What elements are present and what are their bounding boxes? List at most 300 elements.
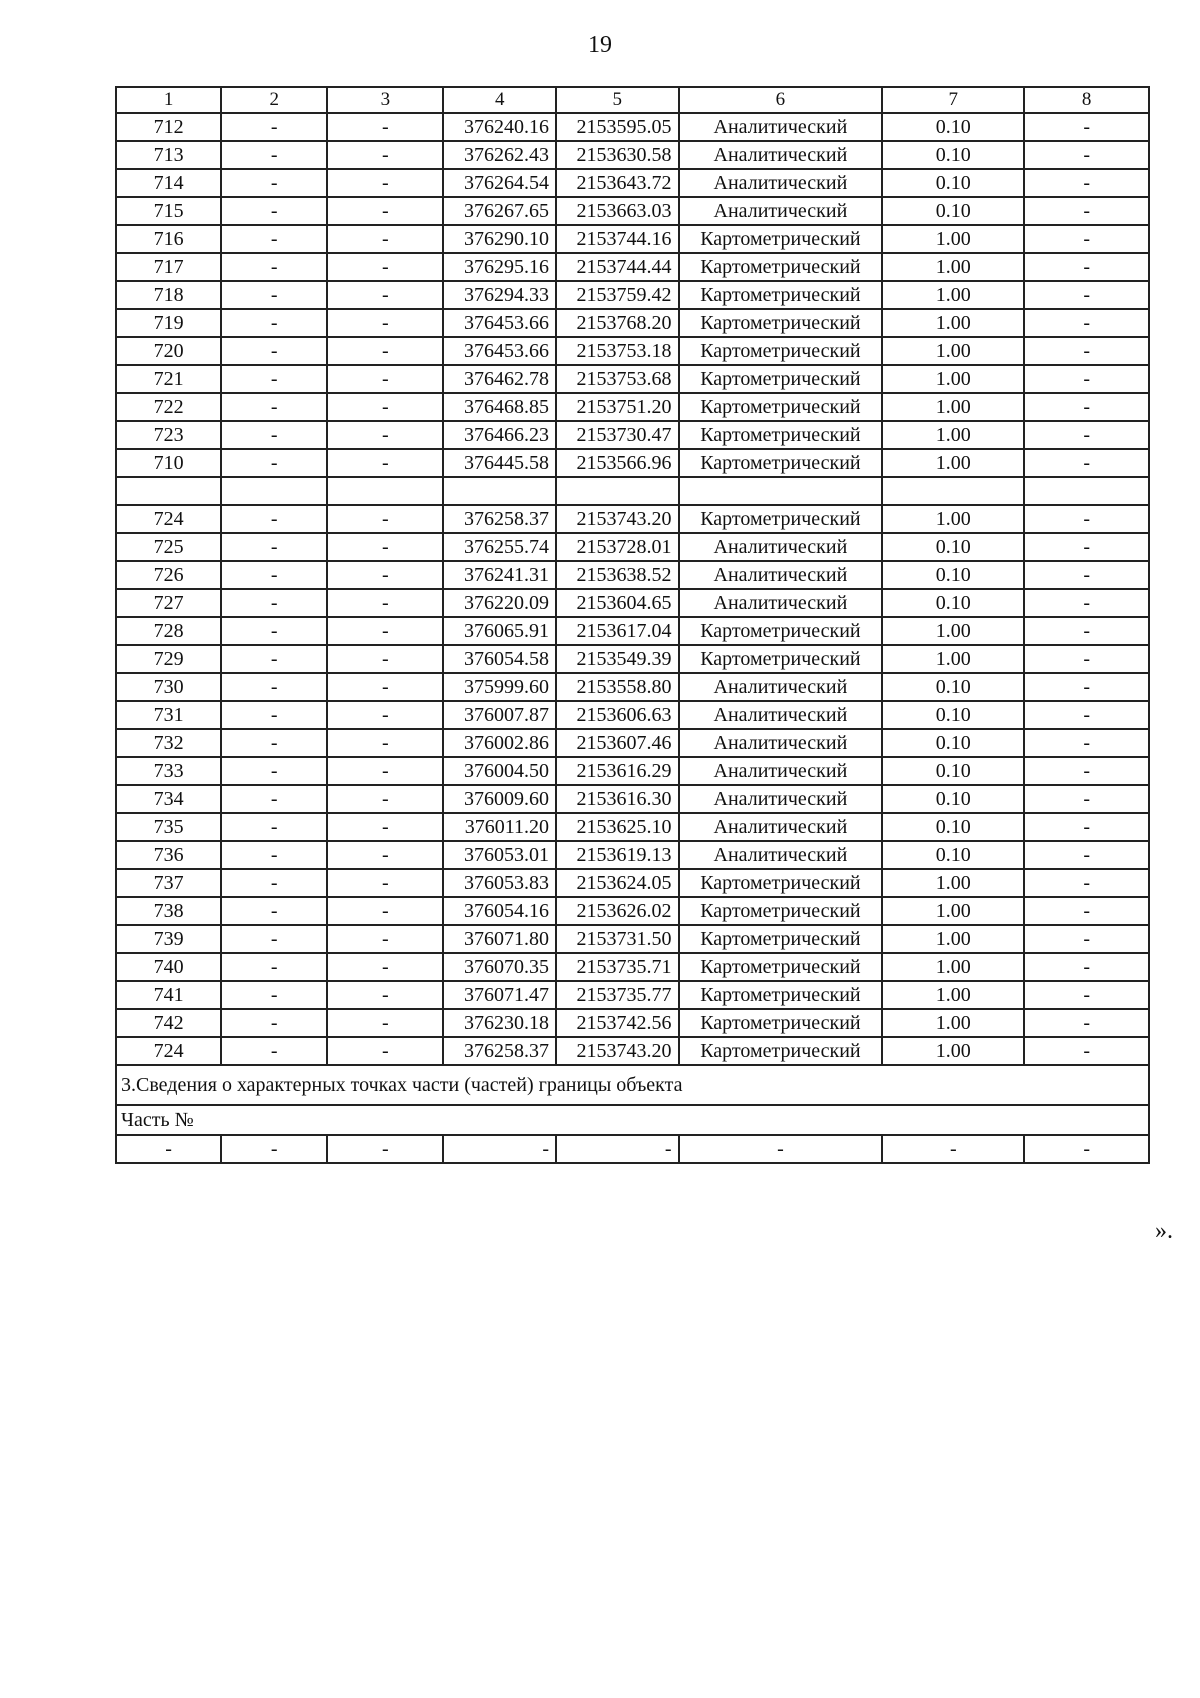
page-number: 19 [588,32,612,58]
table-cell-col-1: 715 [116,197,221,225]
table-row [116,757,1149,785]
table-cell-col-6: Картометрический [679,253,883,281]
table-cell-col-4: 376071.80 [443,925,556,953]
table-cell-col-7: 1.00 [882,225,1024,253]
table-cell-col-3: - [327,1037,443,1065]
table-cell-col-6: Картометрический [679,309,883,337]
table-cell-col-3: - [327,701,443,729]
table-cell-col-4: 376241.31 [443,561,556,589]
table-cell-col-1: 727 [116,589,221,617]
table-cell-col-4: 376240.16 [443,113,556,141]
table-cell-col-4: 376054.16 [443,897,556,925]
table-cell-col-1: 734 [116,785,221,813]
table-cell-col-1: 742 [116,1009,221,1037]
table-cell-col-3: - [327,981,443,1009]
table-cell-col-3: - [327,197,443,225]
table-cell-col-4: 376220.09 [443,589,556,617]
table-cell-col-6: Картометрический [679,393,883,421]
table-cell-col-5: 2153735.71 [556,953,678,981]
table-cell-col-1: 723 [116,421,221,449]
table-cell-col-2: - [221,785,327,813]
table-cell-col-7: 1.00 [882,393,1024,421]
table-cell-col-5: 2153742.56 [556,1009,678,1037]
table-cell-col-1: 736 [116,841,221,869]
table-cell-col-1: 724 [116,1037,221,1065]
table-cell-col-5: 2153626.02 [556,897,678,925]
table-cell-col-4: 376071.47 [443,981,556,1009]
table-cell-col-1: 731 [116,701,221,729]
table-cell-col-8: - [1024,589,1149,617]
table-cell-col-2: - [221,953,327,981]
table-cell-col-1: 720 [116,337,221,365]
table-cell-col-5: 2153619.13 [556,841,678,869]
empty-cell [221,477,327,505]
table-cell-col-1: 741 [116,981,221,1009]
table-cell-col-5: 2153625.10 [556,813,678,841]
table-row [116,561,1149,589]
table-cell-col-8: - [1024,141,1149,169]
table-cell-col-2: - [221,757,327,785]
table-cell-col-1: 728 [116,617,221,645]
table-cell-col-2: - [221,449,327,477]
table-cell-col-3: - [327,337,443,365]
table-cell-col-5: 2153753.68 [556,365,678,393]
table-cell-col-2: - [221,309,327,337]
table-cell-col-3: - [327,533,443,561]
table-cell-col-2: - [221,617,327,645]
table-cell-col-8: - [1024,729,1149,757]
section-title-row [116,1065,1149,1105]
table-cell-col-6: Картометрический [679,953,883,981]
table-cell-col-8: - [1024,981,1149,1009]
table-row [116,785,1149,813]
table-cell-col-1: 714 [116,169,221,197]
table-cell-col-1: 722 [116,393,221,421]
table-cell-col-1: 721 [116,365,221,393]
table-cell-col-3: - [327,757,443,785]
table-cell-col-5: 2153606.63 [556,701,678,729]
table-cell-col-5: 2153566.96 [556,449,678,477]
table-cell-col-5: 2153549.39 [556,645,678,673]
table-cell-col-5: 2153663.03 [556,197,678,225]
table-cell-col-3: - [327,253,443,281]
table-cell-col-5: 2153617.04 [556,617,678,645]
table-cell-col-5: 2153743.20 [556,1037,678,1065]
table-cell-col-6: Аналитический [679,533,883,561]
table-cell-col-6: Картометрический [679,925,883,953]
table-cell-col-7: 0.10 [882,197,1024,225]
table-cell-col-2: - [221,281,327,309]
table-row [116,141,1149,169]
table-cell-col-1: 733 [116,757,221,785]
table-cell-col-3: - [327,421,443,449]
table-cell-col-3: - [327,281,443,309]
table-cell-col-4: 376258.37 [443,505,556,533]
table-cell-col-4: 376290.10 [443,225,556,253]
table-cell-col-6: Картометрический [679,505,883,533]
table-row [116,617,1149,645]
table-cell-col-2: - [221,589,327,617]
table-row [116,337,1149,365]
table-row [116,953,1149,981]
table-cell-col-3: - [327,673,443,701]
table-cell-col-7: 1.00 [882,925,1024,953]
empty-cell [556,477,678,505]
table-cell-col-7: 1.00 [882,365,1024,393]
table-row [116,701,1149,729]
part-label: Часть № [116,1105,1149,1135]
table-cell-col-7: 0.10 [882,589,1024,617]
table-cell-col-3: - [327,309,443,337]
table-cell-col-8: - [1024,897,1149,925]
table-cell-col-1: 713 [116,141,221,169]
table-row [116,645,1149,673]
empty-cell [443,477,556,505]
column-number: 6 [679,87,883,113]
table-cell-col-4: 376462.78 [443,365,556,393]
table-row [116,981,1149,1009]
table-cell-col-3: - [327,113,443,141]
table-cell-col-2: - [221,729,327,757]
table-cell-col-2: - [221,925,327,953]
table-cell-col-2: - [221,197,327,225]
table-row [116,449,1149,477]
empty-cell [1024,477,1149,505]
table-cell-col-4: 376267.65 [443,197,556,225]
table-row [116,421,1149,449]
table-cell-col-7: 1.00 [882,617,1024,645]
table-cell-col-7: 1.00 [882,869,1024,897]
table-cell-col-8: - [1024,1009,1149,1037]
table-cell-col-6: Картометрический [679,337,883,365]
table-cell-col-5: 2153743.20 [556,505,678,533]
table-cell-col-4: - [443,1135,556,1163]
table-cell-col-7: 0.10 [882,169,1024,197]
table-cell-col-8: - [1024,225,1149,253]
table-cell-col-4: 375999.60 [443,673,556,701]
table-cell-col-6: Аналитический [679,673,883,701]
table-cell-col-6: Картометрический [679,645,883,673]
table-cell-col-1: 710 [116,449,221,477]
table-cell-col-5: 2153643.72 [556,169,678,197]
table-cell-col-4: 376004.50 [443,757,556,785]
table-cell-col-2: - [221,869,327,897]
table-row [116,1037,1149,1065]
table-cell-col-8: - [1024,617,1149,645]
table-cell-col-6: Картометрический [679,421,883,449]
table-cell-col-7: 1.00 [882,253,1024,281]
table-cell-col-2: - [221,141,327,169]
table-cell-col-1: 738 [116,897,221,925]
table-cell-col-7: 1.00 [882,1037,1024,1065]
table-cell-col-8: - [1024,561,1149,589]
table-cell-col-8: - [1024,449,1149,477]
table-cell-col-5: 2153604.65 [556,589,678,617]
table-cell-col-4: 376007.87 [443,701,556,729]
table-cell-col-7: 0.10 [882,113,1024,141]
table-cell-col-6: Аналитический [679,113,883,141]
table-cell-col-2: - [221,1135,327,1163]
table-cell-col-6: - [679,1135,883,1163]
table-row [116,925,1149,953]
empty-cell [116,477,221,505]
table-cell-col-3: - [327,1135,443,1163]
column-number: 5 [556,87,678,113]
table-cell-col-1: 737 [116,869,221,897]
table-cell-col-2: - [221,421,327,449]
part-label-row [116,1105,1149,1135]
table-cell-col-8: - [1024,673,1149,701]
table-cell-col-7: 1.00 [882,449,1024,477]
table-cell-col-5: 2153728.01 [556,533,678,561]
table-cell-col-1: 724 [116,505,221,533]
table-cell-col-8: - [1024,701,1149,729]
table-cell-col-8: - [1024,1037,1149,1065]
table-cell-col-4: 376070.35 [443,953,556,981]
table-row [116,533,1149,561]
table-cell-col-3: - [327,869,443,897]
table-cell-col-4: 376065.91 [443,617,556,645]
table-cell-col-7: 0.10 [882,561,1024,589]
table-cell-col-2: - [221,253,327,281]
table-cell-col-5: 2153638.52 [556,561,678,589]
table-cell-col-8: - [1024,309,1149,337]
table-cell-col-5: 2153735.77 [556,981,678,1009]
table-cell-col-1: 735 [116,813,221,841]
table-cell-col-1: 729 [116,645,221,673]
table-cell-col-7: 0.10 [882,841,1024,869]
table-cell-col-8: - [1024,113,1149,141]
final-dash-row [116,1135,1149,1163]
table-cell-col-7: 0.10 [882,533,1024,561]
table-cell-col-3: - [327,169,443,197]
table-cell-col-8: - [1024,365,1149,393]
table-cell-col-1: 740 [116,953,221,981]
table-cell-col-5: 2153630.58 [556,141,678,169]
table-cell-col-1: 726 [116,561,221,589]
coordinates-table [115,86,1150,1164]
table-row [116,365,1149,393]
table-cell-col-8: - [1024,813,1149,841]
table-cell-col-5: 2153744.44 [556,253,678,281]
table-cell-col-3: - [327,729,443,757]
table-cell-col-6: Картометрический [679,897,883,925]
table-cell-col-3: - [327,365,443,393]
table-cell-col-7: 1.00 [882,421,1024,449]
table-body [116,87,1149,1163]
empty-cell [679,477,883,505]
table-cell-col-2: - [221,337,327,365]
table-cell-col-3: - [327,925,443,953]
table-cell-col-3: - [327,617,443,645]
empty-cell [327,477,443,505]
table-cell-col-3: - [327,505,443,533]
table-cell-col-8: - [1024,925,1149,953]
table-cell-col-7: 0.10 [882,141,1024,169]
table-cell-col-2: - [221,981,327,1009]
table-cell-col-6: Картометрический [679,869,883,897]
table-cell-col-6: Аналитический [679,841,883,869]
table-cell-col-4: 376453.66 [443,309,556,337]
table-cell-col-8: - [1024,421,1149,449]
table-row [116,169,1149,197]
table-cell-col-4: 376011.20 [443,813,556,841]
table-cell-col-6: Аналитический [679,757,883,785]
table-cell-col-2: - [221,505,327,533]
table-row [116,505,1149,533]
table-cell-col-7: 0.10 [882,729,1024,757]
table-row [116,113,1149,141]
table-cell-col-2: - [221,673,327,701]
table-cell-col-8: - [1024,533,1149,561]
table-cell-col-3: - [327,813,443,841]
table-cell-col-1: 717 [116,253,221,281]
table-cell-col-8: - [1024,757,1149,785]
table-cell-col-7: 1.00 [882,281,1024,309]
table-cell-col-3: - [327,393,443,421]
table-cell-col-1: 725 [116,533,221,561]
table-cell-col-8: - [1024,645,1149,673]
table-cell-col-3: - [327,449,443,477]
table-cell-col-3: - [327,841,443,869]
table-row [116,729,1149,757]
table-cell-col-4: 376255.74 [443,533,556,561]
table-cell-col-7: 1.00 [882,337,1024,365]
table-cell-col-2: - [221,365,327,393]
table-cell-col-6: Аналитический [679,785,883,813]
table-cell-col-5: 2153595.05 [556,113,678,141]
table-cell-col-6: Аналитический [679,141,883,169]
table-cell-col-1: 719 [116,309,221,337]
table-cell-col-5: 2153759.42 [556,281,678,309]
table-cell-col-5: 2153730.47 [556,421,678,449]
table-cell-col-2: - [221,841,327,869]
table-cell-col-7: 1.00 [882,645,1024,673]
table-cell-col-5: 2153753.18 [556,337,678,365]
table-cell-col-5: 2153607.46 [556,729,678,757]
table-cell-col-8: - [1024,337,1149,365]
empty-cell [882,477,1024,505]
table-cell-col-2: - [221,113,327,141]
table-cell-col-1: 730 [116,673,221,701]
table-cell-col-5: 2153624.05 [556,869,678,897]
table-cell-col-5: 2153616.29 [556,757,678,785]
table-cell-col-2: - [221,1037,327,1065]
table-cell-col-2: - [221,897,327,925]
table-cell-col-4: 376468.85 [443,393,556,421]
table-cell-col-3: - [327,1009,443,1037]
table-cell-col-8: - [1024,253,1149,281]
table-cell-col-3: - [327,225,443,253]
table-row [116,673,1149,701]
column-number: 7 [882,87,1024,113]
table-row [116,589,1149,617]
column-number: 2 [221,87,327,113]
table-cell-col-2: - [221,169,327,197]
table-cell-col-6: Картометрический [679,617,883,645]
table-cell-col-6: Картометрический [679,1009,883,1037]
table-cell-col-8: - [1024,197,1149,225]
column-number: 3 [327,87,443,113]
table-cell-col-2: - [221,1009,327,1037]
table-cell-col-5: 2153744.16 [556,225,678,253]
table-cell-col-2: - [221,645,327,673]
table-cell-col-6: Картометрический [679,225,883,253]
table-cell-col-6: Аналитический [679,169,883,197]
table-row [116,813,1149,841]
table-row [116,869,1149,897]
table-cell-col-5: 2153558.80 [556,673,678,701]
table-cell-col-3: - [327,589,443,617]
table-cell-col-7: 0.10 [882,701,1024,729]
table-cell-col-7: 0.10 [882,673,1024,701]
table-cell-col-2: - [221,225,327,253]
table-cell-col-7: 0.10 [882,813,1024,841]
table-cell-col-6: Аналитический [679,589,883,617]
table-cell-col-5: 2153616.30 [556,785,678,813]
table-cell-col-6: Картометрический [679,1037,883,1065]
table-cell-col-3: - [327,785,443,813]
table-cell-col-4: 376294.33 [443,281,556,309]
table-cell-col-4: 376466.23 [443,421,556,449]
column-numbers-row [116,87,1149,113]
table-cell-col-8: - [1024,953,1149,981]
table-cell-col-5: 2153768.20 [556,309,678,337]
table-cell-col-1: 712 [116,113,221,141]
table-cell-col-3: - [327,897,443,925]
table-cell-col-4: 376264.54 [443,169,556,197]
table-cell-col-2: - [221,813,327,841]
table-row [116,281,1149,309]
column-number: 1 [116,87,221,113]
table-row [116,253,1149,281]
table-cell-col-2: - [221,701,327,729]
table-cell-col-7: 0.10 [882,785,1024,813]
table-cell-col-6: Картометрический [679,365,883,393]
closing-quote-mark: ». [1155,1218,1173,1244]
table-cell-col-2: - [221,561,327,589]
table-cell-col-7: 1.00 [882,1009,1024,1037]
table-cell-col-7: 0.10 [882,757,1024,785]
table-cell-col-8: - [1024,869,1149,897]
table-cell-col-4: 376230.18 [443,1009,556,1037]
table-cell-col-8: - [1024,169,1149,197]
section-title: 3.Сведения о характерных точках части (частей) границы объекта [116,1065,1149,1105]
table-cell-col-1: 718 [116,281,221,309]
table-cell-col-6: Аналитический [679,197,883,225]
table-cell-col-4: 376445.58 [443,449,556,477]
table-cell-col-4: 376295.16 [443,253,556,281]
table-cell-col-5: 2153731.50 [556,925,678,953]
table-row [116,897,1149,925]
table-cell-col-8: - [1024,785,1149,813]
table-cell-col-7: 1.00 [882,505,1024,533]
column-number: 8 [1024,87,1149,113]
table-cell-col-4: 376258.37 [443,1037,556,1065]
table-row [116,309,1149,337]
table-cell-col-4: 376054.58 [443,645,556,673]
empty-separator-row [116,477,1149,505]
table-cell-col-5: - [556,1135,678,1163]
table-cell-col-3: - [327,561,443,589]
table-cell-col-6: Картометрический [679,981,883,1009]
table-cell-col-7: 1.00 [882,953,1024,981]
table-cell-col-7: - [882,1135,1024,1163]
table-cell-col-8: - [1024,281,1149,309]
table-cell-col-8: - [1024,1135,1149,1163]
table-cell-col-3: - [327,141,443,169]
table-cell-col-4: 376009.60 [443,785,556,813]
